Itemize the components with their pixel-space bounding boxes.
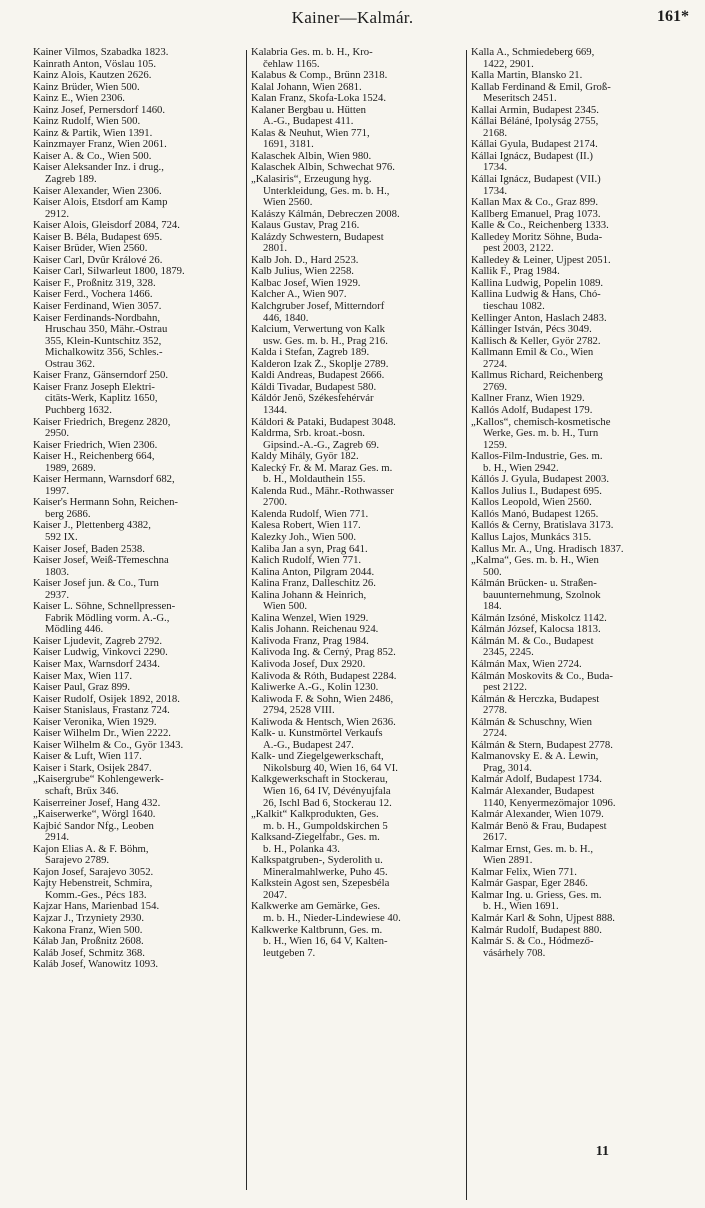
entry-line: Kálmán Brücken- u. Straßen- [471,578,597,590]
entry-line: Kallisch & Keller, Györ 2782. [471,335,601,347]
entry-line: Kainrath Anton, Vöslau 105. [33,58,156,70]
entry-line: Kaiser Friedrich, Bregenz 2820, [33,416,171,428]
entry-continuation-line: 2724. [483,358,508,370]
entry-line: Kaliwerke A.-G., Kolin 1230. [251,682,379,694]
entry-continuation-line: m. b. H., Nieder-Lindewiese 40. [263,913,401,925]
entry-continuation-line: bauunternehmung, Szolnok [483,589,601,601]
entry-line: Kallab Ferdinand & Emil, Groß- [471,81,611,93]
entry-continuation-line: 2937. [45,589,70,601]
entry-line: Kalmar Ernst, Ges. m. b. H., [471,843,593,855]
entry-continuation-line: 1259. [483,439,508,451]
entry-line: Kállai Gyula, Budapest 2174. [471,139,598,151]
entry-continuation-line: Wien 500. [263,601,308,613]
entry-line: Kalivoda Franz, Prag 1984. [251,635,369,647]
entry-continuation-line: 2345, 2245. [483,647,534,659]
entry-line: Kaiser Alois, Gleisdorf 2084, 724. [33,220,180,232]
entry-continuation-line: b. H., Moldauthein 155. [263,474,366,486]
entry-line: Kálmán & Schuschny, Wien [471,716,592,728]
entry-line: Kalmár Rudolf, Budapest 880. [471,924,602,936]
entry-line: Kaldy Mihály, Györ 182. [251,451,359,463]
page-title: Kainer—Kalmár. [291,8,414,27]
entry-continuation-line: Komm.-Ges., Pécs 183. [45,889,147,901]
entry-line: Kaliwoda & Hentsch, Wien 2636. [251,716,396,728]
entry-continuation-line: Fabrik Mödling vorm. A.-G., [45,612,170,624]
entry-line: Kalaschek Albin, Wien 980. [251,150,372,162]
entry-line: Kaiser Paul, Graz 899. [33,682,131,694]
entry-continuation-line: A.-G., Budapest 247. [263,739,354,751]
entry-continuation-line: 1422, 2901. [483,58,534,70]
entry-line: Kajon Josef, Sarajevo 3052. [33,866,154,878]
entry-line: Kaliwoda F. & Sohn, Wien 2486, [251,693,394,705]
entry-continuation-line: berg 2686. [45,508,91,520]
entry-line: Kallos-Film-Industrie, Ges. m. [471,451,603,463]
entry-continuation-line: 2700. [263,497,288,509]
entry-line: Kaiser Franz, Gänserndorf 250. [33,370,169,382]
entry-continuation-line: Puchberg 1632. [45,404,112,416]
entry-line: Kaiser A. & Co., Wien 500. [33,150,152,162]
entry-line: Kallos Julius I., Budapest 695. [471,485,602,497]
entry-line: Kalkgewerkschaft in Stockerau, [251,774,388,786]
entry-line: Kaiser Max, Wien 117. [33,670,132,682]
entry-line: Kaiser Ljudevit, Zagreb 2792. [33,635,163,647]
column-3 [471,47,689,959]
entry-continuation-line: Wien 16, 64 IV, Dévényujfala [263,786,391,797]
entry-continuation-line: Mödling 446. [45,624,104,636]
entry-continuation-line: m. b. H., Gumpoldskirchen 5 [263,820,388,832]
entry-line: Kalmár Adolf, Budapest 1734. [471,774,602,786]
entry-continuation-line: citäts-Werk, Kaplitz 1650, [45,393,158,405]
entry-line: Kalászy Kálmán, Debreczen 2008. [251,208,400,220]
entry-line: Kaláb Josef, Wanowitz 1093. [33,959,159,971]
entry-line: Kállai Ignácz, Budapest (VII.) [471,174,601,186]
entry-line: Kalina Anton, Pilgram 2044. [251,566,375,578]
entry-continuation-line: 1734. [483,162,508,174]
entry-line: Kállai Béláné, Ipolyság 2755, [471,116,599,128]
entry-line: Kaiser Josef, Weiß-Třemeschna [33,555,169,567]
entry-line: Kaiser & Luft, Wien 117. [33,751,142,763]
entry-line: Kaiser Friedrich, Wien 2306. [33,439,158,451]
entry-line: Kaiser Alexander, Wien 2306. [33,185,162,197]
entry-continuation-line: b. H., Wien 16, 64 V, Kalten- [263,936,388,948]
entry-continuation-line: 2914. [45,832,70,844]
entry-line: Kaiser L. Söhne, Schnellpressen- [33,601,176,613]
entry-line: Kakona Franz, Wien 500. [33,924,143,936]
entry-line: Kajzar J., Trzyniety 2930. [33,913,145,925]
entry-line: Kaiser Wilhelm Dr., Wien 2222. [33,728,171,740]
entry-continuation-line: 1734. [483,185,508,197]
entry-line: Kalis Johann. Reichenau 924. [251,624,379,636]
entry-continuation-line: Ostrau 362. [45,358,95,370]
entry-line: „Kalkit“ Kalkprodukten, Ges. [251,809,379,821]
entry-line: Kaiser Wilhelm & Co., Györ 1343. [33,739,184,751]
entry-continuation-line: usw. Ges. m. b. H., Prag 216. [263,335,388,347]
entry-continuation-line: 1989, 2689. [45,462,96,474]
entry-line: Kaiser Josef, Baden 2538. [33,543,145,555]
entry-line: Kalledey Moritz Söhne, Buda- [471,231,603,243]
entry-continuation-line: 1140, Kenyermezömajor 1096. [483,797,616,809]
entry-line: Kaiser Brüder, Wien 2560. [33,243,148,255]
entry-line: Kallos Leopold, Wien 2560. [471,497,592,509]
entry-line: Kalina Franz, Dalleschitz 26. [251,578,376,590]
entry-line: Kaiserreiner Josef, Hang 432. [33,797,161,809]
entry-continuation-line: vásárhely 708. [483,947,546,959]
entry-continuation-line: 1803. [45,566,70,578]
entry-line: Kalbac Josef, Wien 1929. [251,277,361,289]
entry-line: Kalmar Felix, Wien 771. [471,866,577,878]
entry-line: Kalmár S. & Co., Hódmező- [471,936,594,948]
entry-line: Kalla A., Schmiedeberg 669, [471,47,595,58]
entry-continuation-line: Hruschau 350, Mähr.-Ostrau [45,324,168,336]
entry-line: Kaiser Rudolf, Osijek 1892, 2018. [33,693,180,705]
entry-line: Kalb Joh. D., Hard 2523. [251,254,359,266]
entry-continuation-line: 26, Ischl Bad 6, Stockerau 12. [263,797,392,809]
entry-line: Kalmár Alexander, Budapest [471,786,595,797]
entry-continuation-line: Zagreb 189. [45,174,97,186]
entry-continuation-line: 2724. [483,728,508,740]
entry-line: Kainz Alois, Kautzen 2626. [33,70,152,82]
entry-line: Kallan Max & Co., Graz 899. [471,197,599,209]
entry-continuation-line: pest 2003, 2122. [483,243,554,255]
entry-line: Káldi Tivadar, Budapest 580. [251,381,377,393]
entry-line: Kállinger István, Pécs 3049. [471,324,592,336]
entry-line: Kalina Wenzel, Wien 1929. [251,612,369,624]
entry-line: Kálmán & Herczka, Budapest [471,693,600,705]
entry-continuation-line: Wien 2560. [263,197,313,209]
entry-continuation-line: čehlaw 1165. [263,58,320,70]
entry-line: Kaiser Ferdinand, Wien 3057. [33,301,162,313]
entry-continuation-line: tieschau 1082. [483,301,545,313]
entry-line: Kalkwerke Kaltbrunn, Ges. m. [251,924,383,936]
entry-line: Kállai Ignácz, Budapest (II.) [471,150,593,162]
entry-line: Kallmann Emil & Co., Wien [471,347,594,359]
entry-line: Kalabria Ges. m. b. H., Kro- [251,47,373,58]
entry-line: Kalledey & Leiner, Ujpest 2051. [471,254,611,266]
entry-continuation-line: Michalkowitz 356, Schles.- [45,347,163,359]
entry-line: Kalda i Stefan, Zagreb 189. [251,347,370,359]
entry-line: Kajon Elias A. & F. Böhm, [33,843,149,855]
entry-line: Kalivoda & Róth, Budapest 2284. [251,670,397,682]
entry-continuation-line: schaft, Brüx 346. [45,786,119,797]
column-1 [33,47,253,971]
entry-line: Kalle & Co., Reichenberg 1333. [471,220,609,232]
entry-continuation-line: 592 IX. [45,531,78,543]
entry-line: Kajbić Sandor Nfg., Leoben [33,820,154,832]
entry-continuation-line: 2168. [483,127,508,139]
entry-line: Kalaner Bergbau u. Hütten [251,104,366,116]
entry-line: Kalas & Neuhut, Wien 771, [251,127,370,139]
entry-line: Kajzar Hans, Marienbad 154. [33,901,160,913]
column-2 [251,47,471,959]
entry-line: Kaiser Ludwig, Vinkovci 2290. [33,647,168,659]
entry-line: Kalkwerke am Gemärke, Ges. [251,901,381,913]
entry-continuation-line: 2912. [45,208,70,220]
entry-line: Kaldrma, Srb. kroat.-bosn. [251,428,365,440]
entry-continuation-line: Sarajevo 2789. [45,855,110,867]
entry-continuation-line: A.-G., Budapest 411. [263,116,354,128]
entry-line: „Kaisergrube“ Kohlengewerk- [33,774,164,786]
entry-continuation-line: leutgeben 7. [263,947,316,959]
entry-line: Kalmanovsky E. & A. Lewin, [471,751,599,763]
entry-line: Kalaus Gustav, Prag 216. [251,220,360,232]
entry-continuation-line: 2778. [483,705,508,717]
entry-line: Kallós & Černy, Bratislava 3173. [471,520,614,532]
entry-line: Kallina Ludwig, Popelin 1089. [471,277,604,289]
entry-line: Kálmán József, Kalocsa 1813. [471,624,601,636]
entry-line: Kaiser Max, Warnsdorf 2434. [33,658,160,670]
entry-line: Kálab Jan, Proßnitz 2608. [33,936,144,948]
entry-line: Kaiser Carl, Silwarleut 1800, 1879. [33,266,185,278]
entry-line: Kallus Mr. A., Ung. Hradisch 1837. [471,543,624,555]
entry-continuation-line: 184. [483,601,502,613]
entry-line: Kallberg Emanuel, Prag 1073. [471,208,601,220]
entry-line: Kalecký Fr. & M. Maraz Ges. m. [251,462,393,474]
entry-line: Kalázdy Schwestern, Budapest [251,231,384,243]
signature-mark: 11 [595,1144,609,1159]
page-number: 161* [657,8,689,25]
entry-line: Kallós Manó, Budapest 1265. [471,508,599,520]
entry-continuation-line: Nikolsburg 40, Wien 16, 64 VI. [263,762,398,774]
entry-line: Kalcium, Verwertung von Kalk [251,324,385,336]
entry-line: Kallner Franz, Wien 1929. [471,393,585,405]
entry-continuation-line: 446, 1840. [263,312,309,324]
entry-continuation-line: b. H., Wien 1691. [483,901,559,913]
entry-continuation-line: 2047. [263,889,288,901]
entry-line: Kainzmayer Franz, Wien 2061. [33,139,167,151]
entry-line: Kaliba Jan a syn, Prag 641. [251,543,368,555]
entry-continuation-line: 1997. [45,485,70,497]
entry-continuation-line: b. H., Wien 2942. [483,462,559,474]
entry-line: Kaiser Hermann, Warnsdorf 682, [33,474,175,486]
entry-line: Kallmus Richard, Reichenberg [471,370,603,382]
entry-line: Káldór Jenö, Székesfehérvár [251,393,374,405]
entry-continuation-line: 355, Klein-Kuntschitz 352, [45,335,162,347]
entry-line: Kalchgruber Josef, Mitterndorf [251,301,385,313]
entry-continuation-line: 2617. [483,832,508,844]
entry-line: Kalaschek Albin, Schwechat 976. [251,162,395,174]
entry-line: Kaiser Josef jun. & Co., Turn [33,578,159,590]
entry-line: Kállós J. Gyula, Budapest 2003. [471,474,610,486]
entry-line: „Kalma“, Ges. m. b. H., Wien [471,555,599,567]
entry-line: „Kallos“, chemisch-kosmetische [471,416,611,428]
entry-line: Kalabus & Comp., Brünn 2318. [251,70,388,82]
entry-continuation-line: Werke, Ges. m. b. H., Turn [483,428,599,440]
entry-line: Kaiser J., Plettenberg 4382, [33,520,151,532]
entry-line: Kallus Lajos, Munkács 315. [471,531,592,543]
entry-line: Kalcher A., Wien 907. [251,289,347,301]
page-header [0,8,705,30]
entry-line: Kaiser Carl, Dvûr Králové 26. [33,254,163,266]
entry-line: Kalk- und Ziegelgewerkschaft, [251,751,384,763]
entry-line: Kalksand-Ziegelfabr., Ges. m. [251,832,380,844]
entry-line: Kálmán & Stern, Budapest 2778. [471,739,613,751]
entry-line: Kalivoda Josef, Dux 2920. [251,658,366,670]
entry-line: Kallai Armin, Budapest 2345. [471,104,599,116]
entry-line: Kellinger Anton, Haslach 2483. [471,312,607,324]
entry-line: Kaldi Andreas, Budapest 2666. [251,370,385,382]
entry-line: Kalal Johann, Wien 2681. [251,81,362,93]
entry-continuation-line: b. H., Polanka 43. [263,843,340,855]
entry-line: Kaiser Alois, Etsdorf am Kamp [33,197,168,209]
entry-line: Kalenda Rud., Mähr.-Rothwasser [251,485,394,497]
entry-continuation-line: Wien 2891. [483,855,533,867]
entry-line: Kainz E., Wien 2306. [33,93,125,105]
entry-line: Kaiser's Hermann Sohn, Reichen- [33,497,178,509]
entry-continuation-line: 2794, 2528 VIII. [263,705,335,717]
entry-line: Kajty Hebenstreit, Schmira, [33,878,153,890]
entry-line: Kálmán Moskovits & Co., Buda- [471,670,613,682]
entry-line: Kalkspatgruben-, Syderolith u. [251,855,383,867]
entry-line: Kainer Vilmos, Szabadka 1823. [33,47,169,58]
entry-line: „Kaiserwerke“, Wörgl 1640. [33,809,156,821]
entry-line: Kalan Franz, Skofa-Loka 1524. [251,93,387,105]
entry-continuation-line: 2950. [45,428,70,440]
entry-line: Kalich Rudolf, Wien 771. [251,555,362,567]
entry-line: Kallik F., Prag 1984. [471,266,560,278]
entry-line: Kaiser i Stark, Osijek 2847. [33,762,152,774]
entry-line: Kallós Adolf, Budapest 179. [471,404,593,416]
entry-continuation-line: 2769. [483,381,508,393]
entry-line: Kaiser B. Béla, Budapest 695. [33,231,163,243]
entry-continuation-line: 1691, 3181. [263,139,314,151]
entry-line: Kalkstein Agost sen, Szepesbéla [251,878,390,890]
entry-line: Kaiser F., Proßnitz 319, 328. [33,277,156,289]
entry-continuation-line: Prag, 3014. [483,762,532,774]
entry-line: Kalezky Joh., Wien 500. [251,531,357,543]
entry-line: Kalmár Alexander, Wien 1079. [471,809,604,821]
entry-continuation-line: 1344. [263,404,288,416]
entry-line: Kaiser Ferd., Vochera 1466. [33,289,153,301]
entry-continuation-line: Unterkleidung, Ges. m. b. H., [263,185,390,197]
entry-line: Kalmár Gaspar, Eger 2846. [471,878,588,890]
entry-line: Kaiser Veronika, Wien 1929. [33,716,157,728]
entry-continuation-line: 500. [483,566,502,578]
entry-line: Kalenda Rudolf, Wien 771. [251,508,369,520]
entry-line: Kaiser Franz Joseph Elektri- [33,381,155,393]
entry-line: Kalivoda Ing. & Černý, Prag 852. [251,647,396,659]
entry-line: Kainz Rudolf, Wien 500. [33,116,141,128]
entry-continuation-line: Meseritsch 2451. [483,93,557,105]
entry-line: „Kalasiris“, Erzeugung hyg. [251,174,372,186]
entry-continuation-line: 2801. [263,243,288,255]
entry-continuation-line: pest 2122. [483,682,527,694]
entry-line: Kaláb Josef, Schmitz 368. [33,947,145,959]
entry-line: Kálmán Izsóné, Miskolcz 1142. [471,612,607,624]
entry-line: Káldori & Pataki, Budapest 3048. [251,416,396,428]
entry-line: Kalk- u. Kunstmörtel Verkaufs [251,728,383,740]
entry-line: Kalderon Izak Ž., Skoplje 2789. [251,358,389,370]
entry-line: Kaiser H., Reichenberg 664, [33,451,155,463]
entry-line: Kálmán M. & Co., Budapest [471,635,594,647]
entry-line: Kálmán Max, Wien 2724. [471,658,582,670]
entry-line: Kalmár Benö & Frau, Budapest [471,820,607,832]
entry-line: Kalesa Robert, Wien 117. [251,520,361,532]
entry-line: Kaiser Stanislaus, Frastanz 724. [33,705,170,717]
entry-line: Kainz & Partik, Wien 1391. [33,127,153,139]
entry-line: Kalmar Ing. u. Griess, Ges. m. [471,889,602,901]
entry-line: Kainz Josef, Pernersdorf 1460. [33,104,166,116]
entry-continuation-line: Gipsind.-A.-G., Zagreb 69. [263,439,380,451]
entry-line: Kaiser Aleksander Inz. i drug., [33,162,164,174]
entry-line: Kalina Johann & Heinrich, [251,589,367,601]
entry-line: Kallina Ludwig & Hans, Chó- [471,289,601,301]
entry-line: Kalla Martin, Blansko 21. [471,70,583,82]
entry-line: Kalmár Karl & Sohn, Ujpest 888. [471,913,615,925]
entry-continuation-line: Mineralmahlwerke, Puho 45. [263,866,388,878]
entry-line: Kainz Brüder, Wien 500. [33,81,140,93]
entry-line: Kaiser Ferdinands-Nordbahn, [33,312,161,324]
entry-line: Kalb Julius, Wien 2258. [251,266,354,278]
